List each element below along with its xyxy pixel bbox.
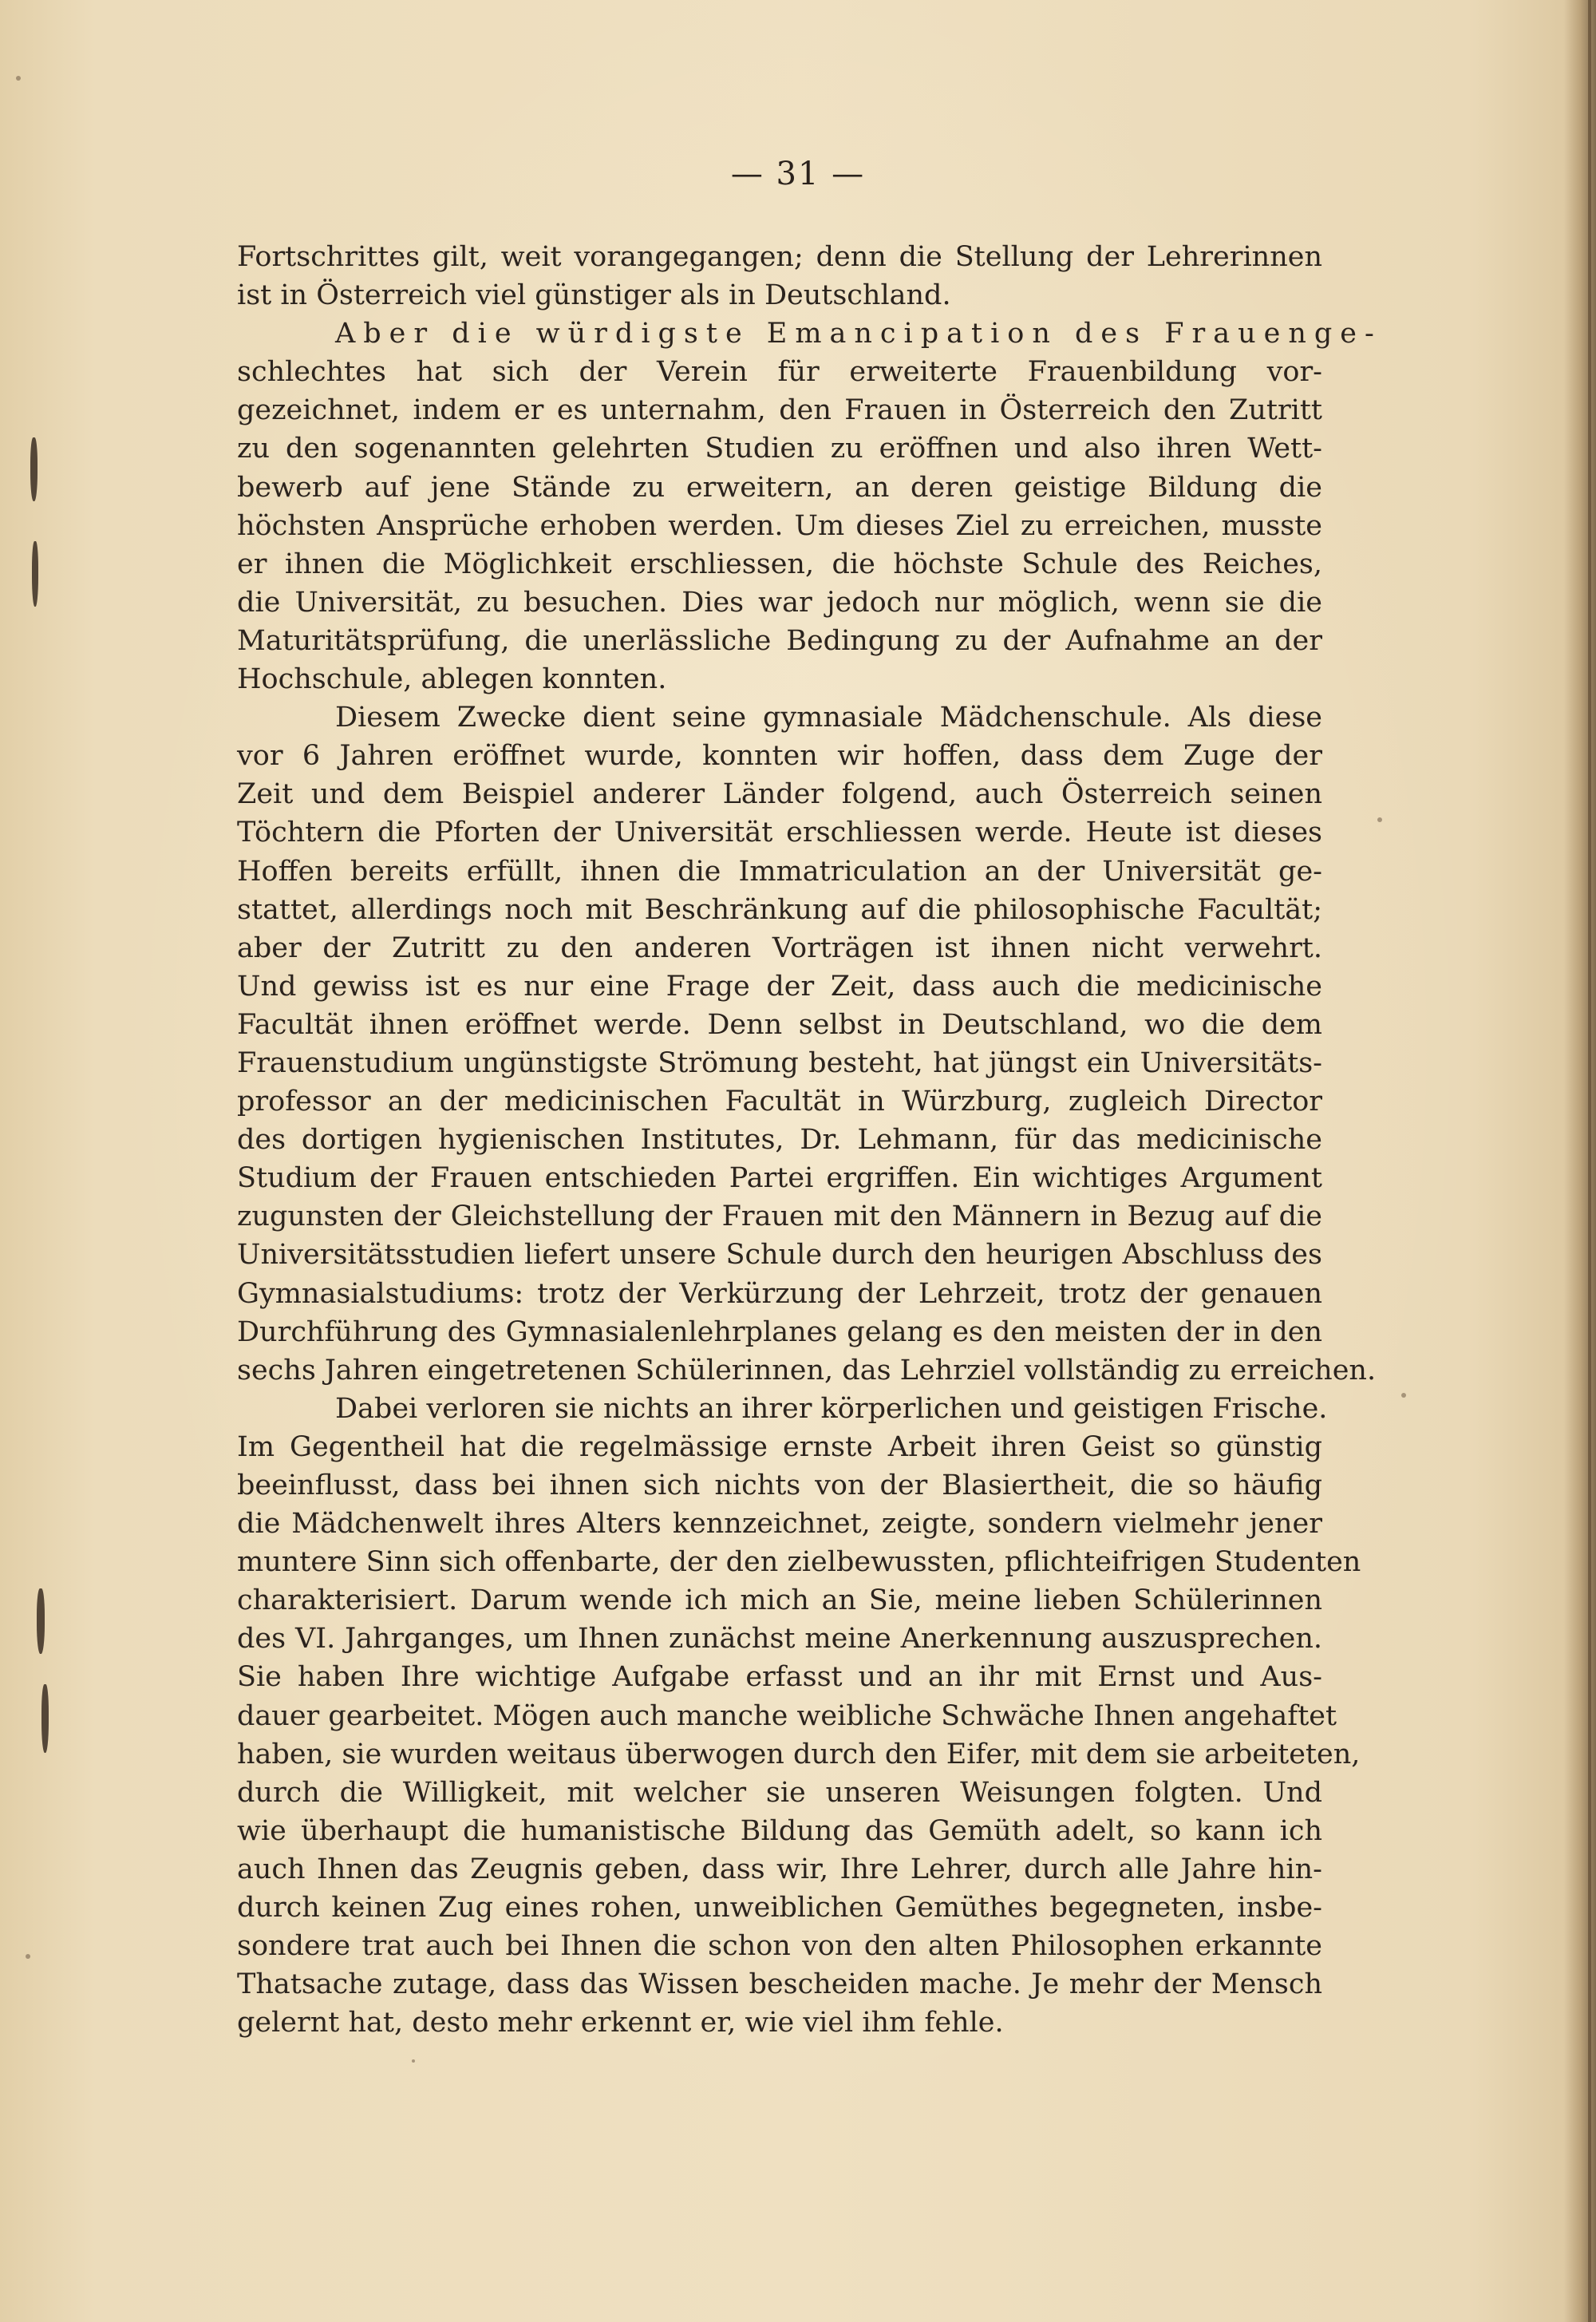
text-line: Zeit und dem Beispiel anderer Länder folgend, auch Österreich seinen [237, 778, 1322, 811]
text-line: Aber die würdigste Emancipation des Frauenge- [335, 318, 1382, 350]
paper-speck [1401, 1393, 1406, 1398]
text-line: charakterisiert. Darum wende ich mich an Sie, meine lieben Schülerinnen [237, 1584, 1322, 1617]
margin-smudge [37, 1588, 45, 1654]
paper-speck [16, 76, 21, 81]
text-line: Facultät ihnen eröffnet werde. Denn selbst in Deutschland, wo die dem [237, 1008, 1322, 1041]
text-line: haben, sie wurden weitaus überwogen durch den Eifer, mit dem sie arbeiteten, [237, 1738, 1361, 1770]
text-line: ist in Österreich viel günstiger als in Deutschland. [237, 279, 951, 312]
text-line: er ihnen die Möglichkeit erschliessen, die höchste Schule des Reiches, [237, 548, 1322, 580]
body-text [237, 238, 1382, 2042]
paper-speck [1377, 817, 1382, 822]
paper-speck [26, 1954, 30, 1959]
text-line: zugunsten der Gleichstellung der Frauen mit den Männern in Bezug auf die [237, 1201, 1322, 1233]
text-line: durch keinen Zug eines rohen, unweiblichen Gemüthes begegneten, insbe- [237, 1892, 1322, 1924]
text-line: Diesem Zwecke dient seine gymnasiale Mädchenschule. Als diese [335, 702, 1322, 734]
text-line: Im Gegentheil hat die regelmässige ernste Arbeit ihren Geist so günstig [237, 1430, 1322, 1463]
text-line: sondere trat auch bei Ihnen die schon von den alten Philosophen erkannte [237, 1930, 1322, 1963]
text-line: Universitätsstudien liefert unsere Schule durch den heurigen Abschluss des [237, 1239, 1322, 1272]
text-line: die Mädchenwelt ihres Alters kennzeichnet, zeigte, sondern vielmehr jener [237, 1508, 1322, 1541]
text-line: auch Ihnen das Zeugnis geben, dass wir, Ihre Lehrer, durch alle Jahre hin- [237, 1853, 1322, 1885]
text-line: Und gewiss ist es nur eine Frage der Zeit, dass auch die medicinische [237, 970, 1322, 1003]
text-line: Durchführung des Gymnasialenlehrplanes gelang es den meisten der in den [237, 1315, 1322, 1348]
text-line: des dortigen hygienischen Institutes, Dr. Lehmann, für das medicinische [237, 1124, 1322, 1157]
text-line: sechs Jahren eingetretenen Schülerinnen, das Lehrziel vollständig zu erreichen. [237, 1354, 1377, 1386]
text-line: Thatsache zutage, dass das Wissen bescheiden mache. Je mehr der Mensch [237, 1968, 1322, 2001]
text-line: beeinflusst, dass bei ihnen sich nichts von der Blasiertheit, die so häufig [237, 1470, 1322, 1501]
text-line: dauer gearbeitet. Mögen auch manche weibliche Schwäche Ihnen angehaftet [237, 1699, 1337, 1732]
text-line: wie überhaupt die humanistische Bildung das Gemüth adelt, so kann ich [237, 1814, 1322, 1847]
text-line: schlechtes hat sich der Verein für erweiterte Frauenbildung vor- [237, 356, 1322, 389]
margin-smudge [32, 541, 38, 607]
page-number: — 31 — [730, 156, 866, 192]
text-line: gelernt hat, desto mehr erkennt er, wie viel ihm fehle. [237, 2007, 1004, 2039]
text-line: Frauenstudium ungünstigste Strömung besteht, hat jüngst ein Universitäts- [237, 1046, 1322, 1079]
paper-speck [412, 2059, 415, 2063]
text-line: Gymnasialstudiums: trotz der Verkürzung der Lehrzeit, trotz der genauen [237, 1277, 1322, 1310]
text-line: muntere Sinn sich offenbarte, der den zielbewussten, pflichteifrigen Studenten [237, 1546, 1361, 1579]
text-line: professor an der medicinischen Facultät in Würzburg, zugleich Director [237, 1086, 1322, 1118]
text-line: vor 6 Jahren eröffnet wurde, konnten wir hoffen, dass dem Zuge der [237, 740, 1322, 773]
text-line: Fortschrittes gilt, weit vorangegangen; denn die Stellung der Lehrerinnen [237, 241, 1322, 273]
margin-smudge [30, 437, 38, 501]
page-edge-shadow [1564, 0, 1596, 2322]
text-line: gezeichnet, indem er es unternahm, den Frauen in Österreich den Zutritt [237, 394, 1322, 427]
text-line: die Universität, zu besuchen. Dies war jedoch nur möglich, wenn sie die [237, 586, 1322, 619]
margin-smudge [41, 1684, 49, 1753]
text-line: aber der Zutritt zu den anderen Vorträgen ist ihnen nicht verwehrt. [237, 932, 1322, 964]
text-line: durch die Willigkeit, mit welcher sie unseren Weisungen folgten. Und [237, 1776, 1322, 1809]
text-line: des VI. Jahrganges, um Ihnen zunächst meine Anerkennung auszusprechen. [237, 1623, 1322, 1655]
text-line: Töchtern die Pforten der Universität erschliessen werde. Heute ist dieses [237, 817, 1322, 849]
text-line: Hoffen bereits erfüllt, ihnen die Immatriculation an der Universität ge- [237, 855, 1322, 888]
text-line: höchsten Ansprüche erhoben werden. Um dieses Ziel zu erreichen, musste [237, 509, 1322, 542]
text-line: Studium der Frauen entschieden Partei ergriffen. Ein wichtiges Argument [237, 1162, 1322, 1195]
page-edge-line [1588, 0, 1591, 2322]
text-line: Hochschule, ablegen konnten. [237, 663, 667, 696]
text-line: Sie haben Ihre wichtige Aufgabe erfasst und an ihr mit Ernst und Aus- [237, 1661, 1322, 1694]
text-line: stattet, allerdings noch mit Beschränkung auf die philosophische Facultät; [237, 893, 1322, 926]
text-line: Maturitätsprüfung, die unerlässliche Bedingung zu der Aufnahme an der [237, 624, 1322, 657]
text-line: zu den sogenannten gelehrten Studien zu eröffnen und also ihren Wett- [237, 433, 1322, 465]
text-line: Dabei verloren sie nichts an ihrer körperlichen und geistigen Frische. [335, 1392, 1328, 1425]
text-line: bewerb auf jene Stände zu erweitern, an deren geistige Bildung die [237, 471, 1322, 504]
